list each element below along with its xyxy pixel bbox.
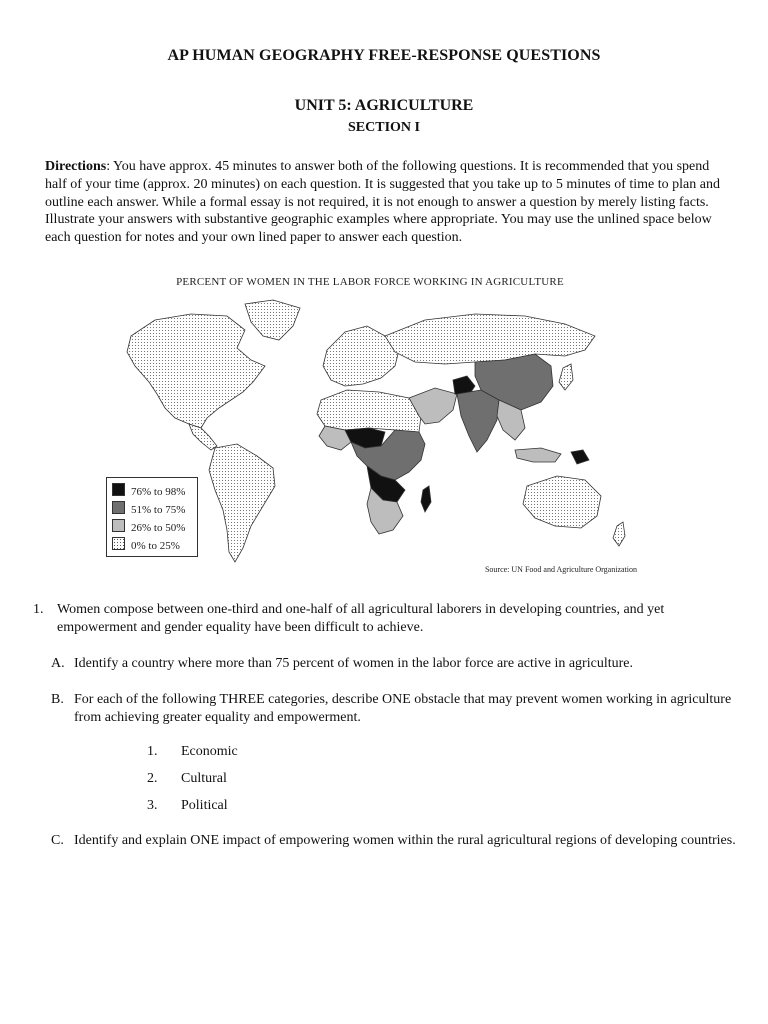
legend-label: 51% to 75%	[131, 504, 186, 516]
legend-label: 26% to 50%	[131, 522, 186, 534]
central-america-shape	[189, 424, 217, 450]
directions-paragraph	[45, 158, 725, 247]
question-1-text: Women compose between one-third and one-half of all agricultural laborers in developing countries, and yet empowerment and gender equality have been difficult to achieve.	[57, 602, 665, 635]
part-c-letter: C.	[51, 833, 64, 848]
legend-swatch-light-gray	[112, 519, 125, 532]
map-legend	[106, 477, 198, 557]
japan-shape	[559, 364, 573, 390]
question-1-number: 1.	[33, 602, 44, 617]
legend-item	[112, 519, 185, 533]
directions-label: Directions	[45, 159, 107, 174]
category-number: 1.	[147, 744, 158, 759]
category-number: 3.	[147, 798, 158, 813]
south-asia-shape	[457, 390, 499, 452]
madagascar-shape	[421, 486, 431, 512]
map-source: Source: UN Food and Agriculture Organization	[484, 565, 637, 574]
legend-swatch-black	[112, 483, 125, 496]
south-america-shape	[209, 444, 275, 562]
category-cultural: Cultural	[181, 771, 227, 786]
sahel-shape	[345, 428, 385, 448]
part-c-text: Identify and explain ONE impact of empowering women within the rural agricultural regions of developing countries.	[74, 833, 736, 848]
legend-label: 0% to 25%	[131, 540, 180, 552]
png-shape	[571, 450, 589, 464]
north-america-shape	[127, 314, 265, 428]
legend-item	[112, 483, 185, 497]
part-b-letter: B.	[51, 692, 64, 707]
indonesia-shape	[515, 448, 561, 462]
part-a-text: Identify a country where more than 75 percent of women in the labor force are active in agriculture.	[74, 656, 633, 671]
section-heading: SECTION I	[348, 120, 420, 135]
new-zealand-shape	[613, 522, 625, 546]
page-title: AP HUMAN GEOGRAPHY FREE-RESPONSE QUESTIONS	[167, 47, 601, 64]
legend-swatch-dark-gray	[112, 501, 125, 514]
directions-text: : You have approx. 45 minutes to answer both of the following questions. It is recommended that you spend half of your time (approx. 20 minutes) on each question. It is suggested that you take up to 5 minutes of time to plan and outline each answer. While a formal essay is not required, it is not enough to answer a question by merely listing facts. Illustrate your answers with substantive geographic examples where appropriate. You may use the unlined space below each question for notes and your own lined paper to answer each question.	[45, 159, 720, 246]
category-political: Political	[181, 798, 228, 813]
part-a-letter: A.	[51, 656, 65, 671]
legend-item	[112, 501, 185, 515]
category-number: 2.	[147, 771, 158, 786]
russia-shape	[385, 314, 595, 364]
australia-shape	[523, 476, 601, 528]
world-map-figure	[95, 276, 645, 578]
unit-heading: UNIT 5: AGRICULTURE	[294, 97, 474, 114]
greenland-shape	[245, 300, 300, 340]
legend-label: 76% to 98%	[131, 486, 186, 498]
map-title: PERCENT OF WOMEN IN THE LABOR FORCE WORKING IN AGRICULTURE	[176, 276, 564, 288]
category-economic: Economic	[181, 744, 238, 759]
north-africa-shape	[317, 390, 421, 432]
legend-item	[112, 537, 180, 551]
part-b-text: For each of the following THREE categories, describe ONE obstacle that may prevent women working in agriculture from achieving greater equality and empowerment.	[74, 692, 732, 725]
legend-swatch-dotted	[112, 537, 125, 550]
